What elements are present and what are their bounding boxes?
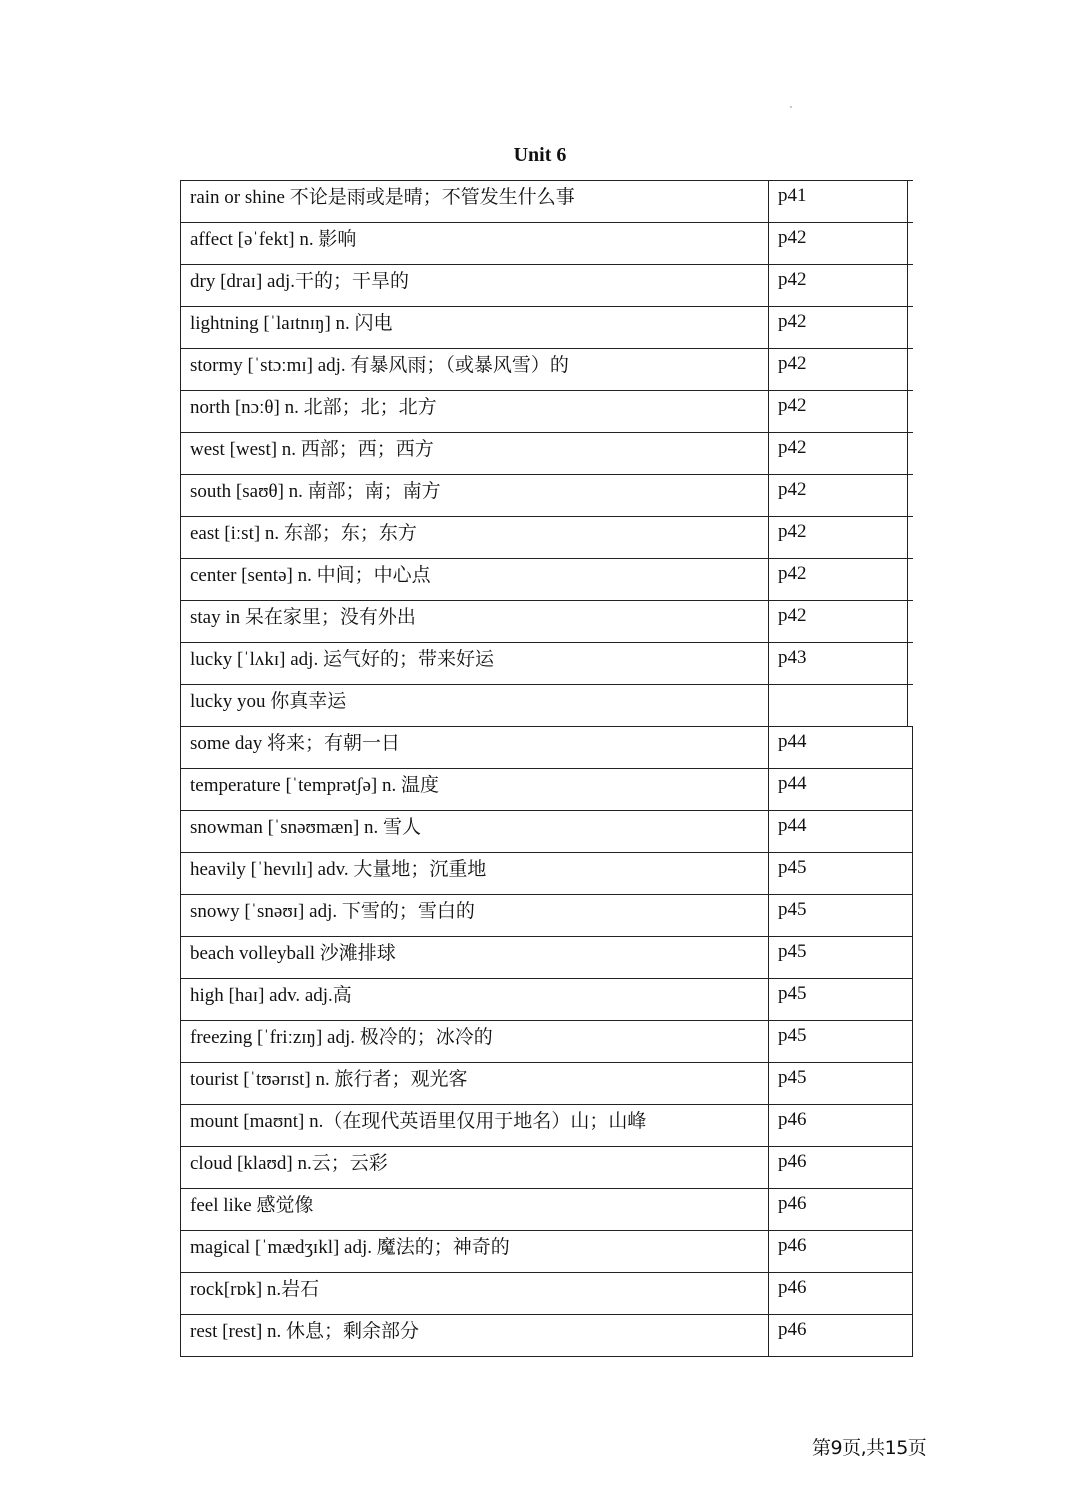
word-entry: north [nɔːθ] n. 北部；北；北方 (180, 391, 769, 432)
page-number-footer: 第9页,共15页 (812, 1437, 927, 1459)
word-entry: affect [əˈfekt] n. 影响 (180, 223, 769, 264)
table-row (180, 811, 913, 853)
word-entry: east [iːst] n. 东部；东；东方 (180, 517, 769, 558)
page-ref: p42 (769, 265, 908, 306)
page-ref: p46 (769, 1273, 913, 1314)
table-row (180, 265, 913, 307)
word-entry: south [saʊθ] n. 南部；南；南方 (180, 475, 769, 516)
word-entry: magical [ˈmædʒɪkl] adj. 魔法的；神奇的 (180, 1231, 769, 1272)
page-ref: p42 (769, 517, 908, 558)
page-ref: p43 (769, 643, 908, 684)
word-entry: stormy [ˈstɔːmɪ] adj. 有暴风雨；（或暴风雪）的 (180, 349, 769, 390)
page-ref: p42 (769, 475, 908, 516)
page-ref: p42 (769, 559, 908, 600)
word-entry: lucky [ˈlʌkɪ] adj. 运气好的；带来好运 (180, 643, 769, 684)
word-entry: lucky you 你真幸运 (180, 685, 769, 726)
page-ref: p46 (769, 1105, 913, 1146)
word-entry: stay in 呆在家里；没有外出 (180, 601, 769, 642)
word-entry: mount [maʊnt] n.（在现代英语里仅用于地名）山；山峰 (180, 1105, 769, 1146)
page-ref: p41 (769, 181, 908, 222)
table-row (180, 1021, 913, 1063)
word-entry: tourist [ˈtʊərɪst] n. 旅行者；观光客 (180, 1063, 769, 1104)
word-entry: center [sentə] n. 中间；中心点 (180, 559, 769, 600)
page-ref: p46 (769, 1147, 913, 1188)
vocabulary-table (180, 180, 913, 1357)
table-row (180, 559, 913, 601)
table-row (180, 853, 913, 895)
page-ref: p42 (769, 391, 908, 432)
word-entry: rain or shine 不论是雨或是晴；不管发生什么事 (180, 181, 769, 222)
page-ref: p45 (769, 979, 913, 1020)
table-row (180, 1231, 913, 1273)
word-entry: freezing [ˈfriːzɪŋ] adj. 极冷的；冰冷的 (180, 1021, 769, 1062)
page-ref: p44 (769, 769, 913, 810)
table-row (180, 895, 913, 937)
page-ref: p42 (769, 433, 908, 474)
table-row (180, 685, 913, 727)
page-ref: p45 (769, 853, 913, 894)
table-row (180, 1189, 913, 1231)
table-row (180, 1273, 913, 1315)
page-ref: p44 (769, 811, 913, 852)
page-ref: p42 (769, 601, 908, 642)
word-entry: snowy [ˈsnəʊɪ] adj. 下雪的；雪白的 (180, 895, 769, 936)
word-entry: west [west] n. 西部；西；西方 (180, 433, 769, 474)
table-row (180, 1105, 913, 1147)
table-row (180, 1315, 913, 1357)
table-row (180, 475, 913, 517)
table-row (180, 180, 913, 223)
word-entry: rock[rɒk] n.岩石 (180, 1273, 769, 1314)
page-ref: p45 (769, 1063, 913, 1104)
table-row (180, 937, 913, 979)
table-row (180, 601, 913, 643)
table-row (180, 307, 913, 349)
word-entry: high [haɪ] adv. adj.高 (180, 979, 769, 1020)
page-title: Unit 6 (513, 144, 567, 166)
table-row (180, 349, 913, 391)
word-entry: lightning [ˈlaɪtnɪŋ] n. 闪电 (180, 307, 769, 348)
table-row (180, 223, 913, 265)
word-entry: temperature [ˈtemprətʃə] n. 温度 (180, 769, 769, 810)
table-row (180, 643, 913, 685)
word-entry: rest [rest] n. 休息；剩余部分 (180, 1315, 769, 1356)
page-ref: p44 (769, 727, 913, 768)
word-entry: beach volleyball 沙滩排球 (180, 937, 769, 978)
page-ref: p45 (769, 937, 913, 978)
page-ref: p45 (769, 1021, 913, 1062)
page-ref: p42 (769, 223, 908, 264)
word-entry: some day 将来；有朝一日 (180, 727, 769, 768)
page-ref: p46 (769, 1315, 913, 1356)
word-entry: cloud [klaʊd] n.云；云彩 (180, 1147, 769, 1188)
page-ref: p46 (769, 1189, 913, 1230)
word-entry: feel like 感觉像 (180, 1189, 769, 1230)
table-row (180, 979, 913, 1021)
word-entry: dry [draɪ] adj.干的；干旱的 (180, 265, 769, 306)
page-ref: p46 (769, 1231, 913, 1272)
word-entry: snowman [ˈsnəʊmæn] n. 雪人 (180, 811, 769, 852)
table-row (180, 433, 913, 475)
table-row (180, 1147, 913, 1189)
table-row (180, 769, 913, 811)
scan-speck (790, 106, 792, 108)
table-row (180, 1063, 913, 1105)
page-ref: p42 (769, 307, 908, 348)
table-row (180, 391, 913, 433)
page-ref: p42 (769, 349, 908, 390)
word-entry: heavily [ˈhevɪlɪ] adv. 大量地；沉重地 (180, 853, 769, 894)
page-ref: p45 (769, 895, 913, 936)
table-row (180, 727, 913, 769)
page-ref (769, 685, 908, 726)
table-row (180, 517, 913, 559)
